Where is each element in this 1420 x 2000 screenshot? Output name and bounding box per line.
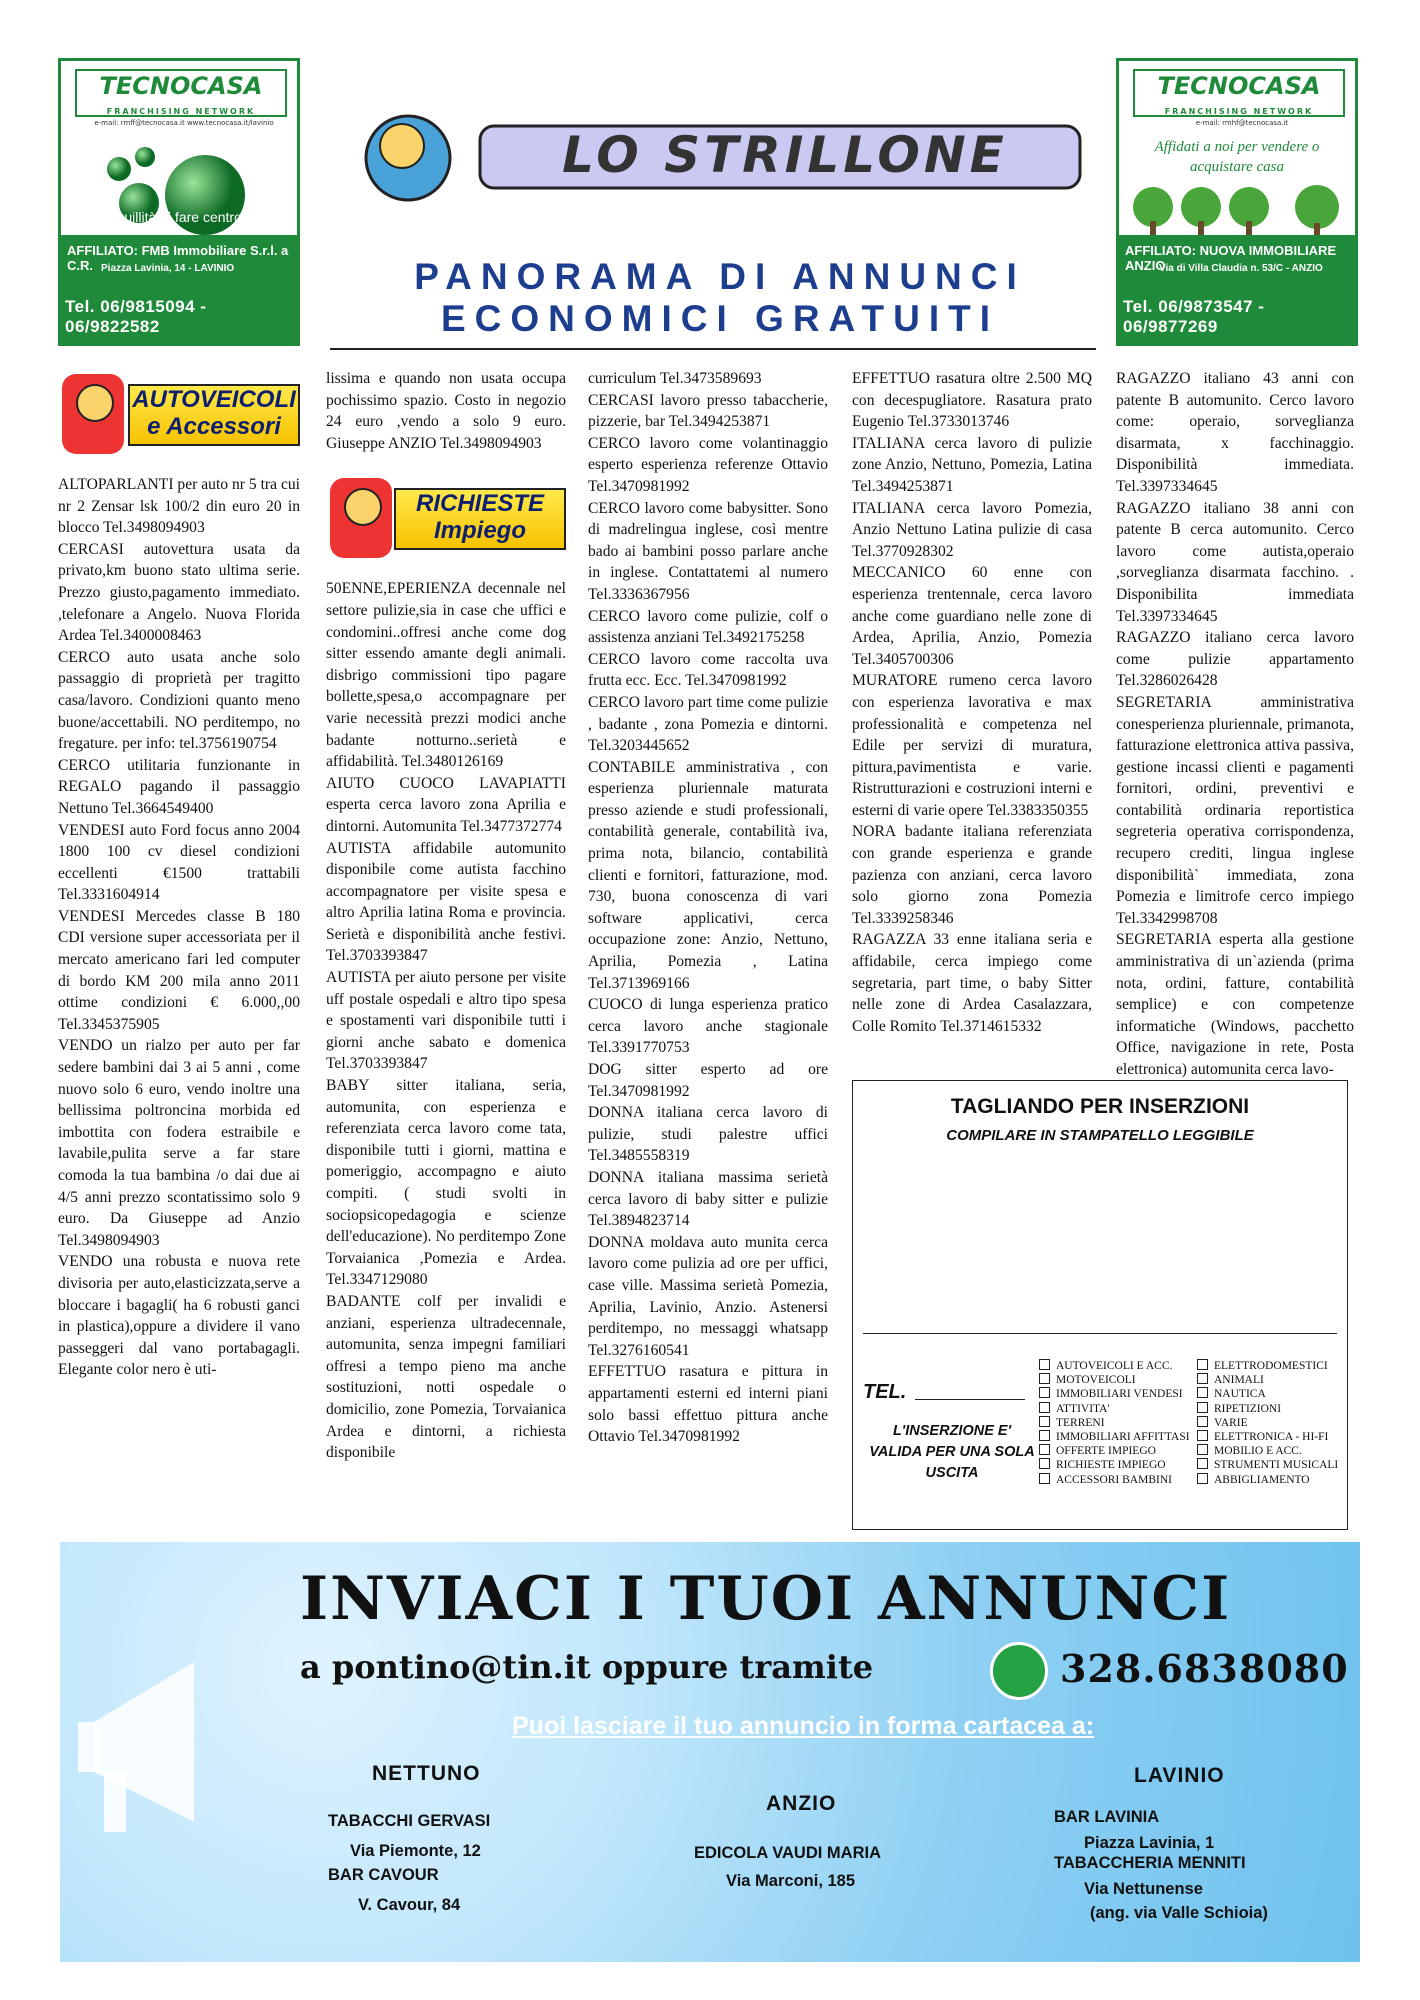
section-header-impiego: [326, 472, 566, 564]
whatsapp-icon: [990, 1642, 1048, 1700]
coupon-form[interactable]: [852, 1080, 1348, 1530]
ad-item: EFFETTUO rasatura e pittura in appartamenti esterni ed interni piani solo bassi effettuo pittura anche Ottavio Tel.3470981992: [588, 1363, 828, 1446]
ad-item: CERCO lavoro come babysitter. Sono di madrelingua inglese, così mentre bado ai bambini posso parlare anche in inglese. Contattatemi al numero Tel.3336367956: [588, 499, 828, 603]
category-checkbox[interactable]: ABBIGLIAMENTO: [1197, 1473, 1338, 1487]
nettuno-address-2: V. Cavour, 84: [358, 1896, 461, 1914]
category-checkbox[interactable]: VARIE: [1197, 1416, 1338, 1430]
ad-item: CERCO auto usata anche solo passaggio di proprietà per tragitto casa/lavoro. Condizioni quanto meno buone/accettabili. NO perditempo, no fregature. per info: tel.3756190754: [58, 648, 300, 753]
ad-item: ITALIANA cerca lavoro Pomezia, Anzio Nettuno Latina pulizie di casa Tel.3770928302: [852, 499, 1092, 560]
banner-subtitle: Puoi lasciare il tuo annuncio in forma cartacea a:: [512, 1712, 1095, 1740]
ad-item: VENDO un rialzo per auto per far sedere bambini dai 3 ai 5 anni , come nuovo solo 6 euro, vendo inoltre una bellissima poltroncina morbida ed imbottita con fodera estraibile e lavabile,pulita serve a far stare comoda la tua bambina /o dai due ai 4/5 anni prezzo scontatissimo solo 9 euro. Da Giuseppe ad Anzio Tel.3498094903: [58, 1037, 300, 1249]
lavinio-address-1: Piazza Lavinia, 1: [1084, 1834, 1215, 1852]
coupon-title: TAGLIANDO PER INSERZIONI: [950, 1095, 1250, 1118]
coupon-divider: [863, 1333, 1337, 1334]
ad-address: Via di Villa Claudia n. 53/C - ANZIO: [1159, 263, 1323, 274]
ad-item: CERCO lavoro come raccolta uva frutta ecc. Ecc. Tel.3470981992: [588, 650, 828, 690]
anzio-shop: EDICOLA VAUDI MARIA: [694, 1844, 881, 1862]
ad-item: MECCANICO 60 enne con esperienza trentennale, cerca lavoro anche come guardiano nelle zone di Ardea, Aprilia, Anzio, Pomezia Tel.3405700306: [852, 564, 1092, 668]
ad-footer: [1119, 235, 1355, 343]
tecnocasa-ad-right[interactable]: [1116, 58, 1358, 346]
ad-item: DONNA italiana cerca lavoro di pulizie, studi palestre uffici Tel.3485558319: [588, 1104, 828, 1165]
megaphone-icon: [74, 1652, 214, 1842]
column-impiego-4: [1116, 368, 1354, 1081]
banner-title: INVIACI I TUOI ANNUNCI: [300, 1564, 1232, 1634]
ad-item: CERCO lavoro part time come pulizie , badante , zona Pomezia e dintorni. Tel.3203445652: [588, 693, 828, 755]
ad-footer: [61, 209, 297, 343]
logo-text: LO STRILLONE: [562, 126, 1008, 184]
ad-item: ALTOPARLANTI per auto nr 5 tra cui nr 2 Zensar lsk 100/2 din euro 20 in blocco Tel.3498094903: [58, 476, 300, 537]
ad-item: RAGAZZA 33 enne italiana seria e affidabile, cerca impiego come segretaria, part time, o baby Sitter nelle zone di Ardea Casalazzara, Colle Romito Tel.3714615332: [852, 931, 1092, 1035]
ad-item: curriculum Tel.3473589693: [588, 370, 762, 387]
category-checkbox[interactable]: IMMOBILIARI AFFITTASI: [1039, 1430, 1190, 1444]
coupon-subtitle: COMPILARE IN STAMPATELLO LEGGIBILE: [946, 1127, 1254, 1144]
coupon-tel-field[interactable]: [915, 1399, 1025, 1400]
ad-item: CERCO utilitaria funzionante in REGALO pagando il passaggio Nettuno Tel.3664549400: [58, 756, 300, 817]
ad-phone: Tel. 06/9815094 - 06/9822582: [65, 297, 207, 336]
ad-item: RAGAZZO italiano 43 anni con patente B automunito. Cerco lavoro come: operaio, sorveglianza disarmata, x facchinaggio. Disponibilità immediata. Tel.3397334645: [1116, 370, 1354, 495]
ad-item: VENDESI auto Ford focus anno 2004 1800 100 cv diesel condizioni eccellenti €1500 trattabili Tel.3331604914: [58, 821, 300, 904]
category-checkbox[interactable]: ELETTRODOMESTICI: [1197, 1359, 1338, 1373]
nettuno-shop-2: BAR CAVOUR: [328, 1866, 439, 1884]
strillone-mascot-icon: [62, 374, 124, 454]
ad-email: e-mail: rmhf@tecnocasa.it: [1195, 119, 1289, 127]
ad-item: CERCO lavoro come pulizie, colf o assistenza anziani Tel.3492175258: [588, 607, 828, 647]
town-anzio: ANZIO: [766, 1792, 837, 1815]
section-badge: RICHIESTE Impiego: [394, 488, 566, 550]
ad-item: BADANTE colf per invalidi e anziani, esperienza ultradecennale, automunita, senza impegni familiari offresi a tempo pieno ma anche sostituzioni, notti ospedale o domicilio, zone Pomezia, Torvaianica Ardea e dintorni, a richiesta disponibile: [326, 1292, 566, 1462]
ad-email: e-mail: rmff@tecnocasa.it www.tecnocasa.it/lavinio: [94, 119, 274, 127]
ad-slogan: La tranquillità di fare centro: [73, 209, 242, 225]
ad-item: ITALIANA cerca lavoro di pulizie zone Anzio, Nettuno, Pomezia, Latina Tel.3494253871: [852, 434, 1092, 495]
tecnocasa-logo: TECNOCASA FRANCHISING NETWORK: [1133, 69, 1345, 117]
ad-item: AUTISTA affidabile automunito disponibile come autista facchino accompagnatore per visite spesa e altro Aprilia latina Roma e provincia. Serietà e disponibilità anche festivi. Tel.3703393847: [326, 839, 566, 965]
ad-item: 50ENNE,EPERIENZA decennale nel settore pulizie,sia in case che uffici e condomini..offresi anche come dog sitter essendo amante degli animali. disbrigo commissioni tipo pagare bollette,spesa,o accompagnare per varie necessità prezzi modici anche badante notturno..serietà e affidabilità. Tel.3480126169: [326, 580, 566, 771]
column-impiego-2: [588, 368, 828, 1448]
ad-item: DOG sitter esperto ad ore Tel.3470981992: [588, 1061, 828, 1100]
ad-item: CERCO lavoro come volantinaggio esperto esperienza referenze Ottavio Tel.3470981992: [588, 434, 828, 495]
column-auto: [58, 368, 300, 1381]
ad-affiliato: AFFILIATO: FMB Immobiliare S.r.l. a C.R.: [67, 243, 289, 273]
anzio-address: Via Marconi, 185: [726, 1872, 856, 1890]
coupon-validity-note: L'INSERZIONE E' VALIDA PER UNA SOLA USCITA: [869, 1423, 1035, 1481]
ad-phone: Tel. 06/9873547 - 06/9877269: [1123, 297, 1265, 336]
banner-phone[interactable]: 328.6838080: [1060, 1646, 1349, 1691]
header-rule: [330, 348, 1096, 350]
nettuno-shop-1: TABACCHI GERVASI: [328, 1812, 491, 1830]
coupon-tel-label: TEL.: [863, 1381, 907, 1403]
trees-image: [1131, 181, 1343, 241]
category-checkbox[interactable]: OFFERTE IMPIEGO: [1039, 1444, 1190, 1458]
category-checkbox[interactable]: MOBILIO E ACC.: [1197, 1444, 1338, 1458]
ad-item: VENDO una robusta e nuova rete divisoria per auto,elasticizzata,serve a bloccare i bagagli( ha 6 robusti ganci in plastica),oppure a dividere il vano passeggeri dal vano portabagagli. Elegante color nero è uti-: [58, 1253, 300, 1379]
category-checkbox[interactable]: STRUMENTI MUSICALI: [1197, 1458, 1338, 1472]
column-impiego-3: [852, 368, 1092, 1037]
category-checkbox[interactable]: NAUTICA: [1197, 1387, 1338, 1401]
category-list-right[interactable]: [1197, 1359, 1338, 1487]
ad-address: Piazza Lavinia, 14 - LAVINIO: [101, 263, 235, 274]
category-checkbox[interactable]: IMMOBILIARI VENDESI: [1039, 1387, 1190, 1401]
ad-item: CERCASI lavoro presso tabaccherie, pizzerie, bar Tel.3494253871: [588, 391, 828, 431]
town-nettuno: NETTUNO: [372, 1762, 481, 1785]
ad-item: DONNA italiana massima serietà cerca lavoro di baby sitter e pulizie Tel.3894823714: [588, 1168, 828, 1230]
ad-item: VENDESI Mercedes classe B 180 CDI versione super accessoriata per il mercato americano fari led computer di bordo KM 200 mila anno 2011 ottime condizioni € 6.000,,00 Tel.3345375905: [58, 907, 300, 1033]
nettuno-address-1: Via Piemonte, 12: [350, 1842, 481, 1860]
section-header-auto: [58, 368, 300, 460]
coupon-text-area[interactable]: [863, 1155, 1337, 1325]
lavinio-address-2: Via Nettunense: [1084, 1880, 1203, 1898]
ad-item: lissima e quando non usata occupa pochissimo spazio. Costo in negozio 24 euro ,vendo a solo 9 euro. Giuseppe ANZIO Tel.3498094903: [326, 370, 566, 452]
ad-item: BABY sitter italiana, seria, automunita, con esperienza e referenziata cerca lavoro come tata, disponibile tutti i giorni, mattina e pomeriggio, accompagno e aiuto compiti. ( studi svolti in sociopsicopedagogia e scienze dell'educazione). No perditempo Zone Torvaianica ,Pomezia e Ardea. Tel.3347129080: [326, 1077, 566, 1289]
ad-item: DONNA moldava auto munita cerca lavoro come pulizia ad ore per uffici, case ville. Massima serietà Pomezia, Aprilia, Lavinio, Anzio. Astenersi perditempo, no messaggi whatsapp Tel.3276160541: [588, 1233, 828, 1359]
category-checkbox[interactable]: RIPETIZIONI: [1197, 1402, 1338, 1416]
category-checkbox[interactable]: AUTOVEICOLI E ACC.: [1039, 1359, 1190, 1373]
strillone-logo: [330, 96, 1096, 216]
category-checkbox[interactable]: TERRENI: [1039, 1416, 1190, 1430]
ad-item: CERCASI autovettura usata da privato,km buono stato ultima serie. Prezzo giusto,pagamento immediato. ,telefonare a Angelo. Nuova Florida Ardea Tel.3400008463: [58, 540, 300, 645]
header-line2: ECONOMICI GRATUITI: [440, 298, 999, 339]
town-lavinio: LAVINIO: [1134, 1764, 1225, 1787]
category-checkbox[interactable]: ATTIVITA': [1039, 1402, 1190, 1416]
category-checkbox[interactable]: ACCESSORI BAMBINI: [1039, 1473, 1190, 1487]
ad-item: RAGAZZO italiano cerca lavoro come pulizie appartamento Tel.3286026428: [1116, 629, 1354, 690]
ad-item: SEGRETARIA esperta alla gestione amministrativa di un`azienda (prima nota, ordini, fatture, contabilità semplice) e con competenze informatiche (Windows, pacchetto Office, navigazione in rete, Posta elettronica) automunita cerca lavo-: [1116, 931, 1354, 1078]
banner-email[interactable]: a pontino@tin.it oppure tramite: [300, 1648, 874, 1686]
ad-slogan: Affidati a noi per vendere o acquistare casa: [1154, 139, 1320, 175]
strillone-mascot-icon: [330, 478, 392, 558]
ad-item: CONTABILE amministrativa , con esperienza pluriennale maturata presso aziende e studi professionali, contabilità generale, contabilità iva, prima nota, bilancio, contabilità clienti e fornitori, fatturazione, mod. 730, buona conoscenza di vari software applicativi, cerca occupazione zone: Anzio, Nettuno, Aprilia, Pomezia , Latina Tel.3713969166: [588, 758, 828, 992]
tecnocasa-ad-left[interactable]: [58, 58, 300, 346]
tecnocasa-logo: TECNOCASA FRANCHISING NETWORK: [75, 69, 287, 117]
category-checkbox[interactable]: ELETTRONICA - HI-FI: [1197, 1430, 1338, 1444]
lavinio-shop-2: TABACCHERIA MENNITI: [1054, 1854, 1246, 1872]
ad-item: EFFETTUO rasatura oltre 2.500 MQ con decespugliatore. Rasatura prato Eugenio Tel.3733013746: [852, 370, 1092, 431]
ad-affiliato: AFFILIATO: NUOVA IMMOBILIARE ANZIO: [1125, 243, 1337, 273]
send-ads-banner: [60, 1542, 1360, 1962]
ad-item: AIUTO CUOCO LAVAPIATTI esperta cerca lavoro zona Aprilia e dintorni. Automunita Tel.3477372774: [326, 774, 566, 835]
category-checkbox[interactable]: RICHIESTE IMPIEGO: [1039, 1458, 1190, 1472]
ad-item: CUOCO di lunga esperienza pratico cerca lavoro anche stagionale Tel.3391770753: [588, 996, 828, 1057]
column-impiego-1: [326, 368, 566, 1464]
category-list-left[interactable]: [1039, 1359, 1190, 1487]
ad-item: NORA badante italiana referenziata con grande esperienza e grande pazienza con anziani, cerca lavoro solo giorno zona Pomezia Tel.3339258346: [852, 823, 1092, 927]
lavinio-shop-1: BAR LAVINIA: [1054, 1808, 1160, 1826]
section-badge: AUTOVEICOLI e Accessori: [128, 384, 300, 446]
header-line1: PANORAMA DI ANNUNCI: [414, 256, 1026, 297]
lavinio-address-3: (ang. via Valle Schioia): [1090, 1904, 1268, 1922]
ad-item: MURATORE rumeno cerca lavoro con esperienza lavorativa e max professionalità e competenza nel Edile per servizi di muratura, pittura,pavimentista e varie. Ristrutturazioni e costruzioni interni e esterni di varie opere Tel.3383350355: [852, 672, 1092, 819]
ad-item: SEGRETARIA amministrativa conesperienza pluriennale, primanota, fatturazione elettronica attiva passiva, gestione incassi clienti e pagamenti fornitori, ordini, preventivi e contabilità ordinaria reportistica segreteria operativa corrispondenza, recupero crediti, lingua inglese disponibilità` immediata, zona Pomezia e limitrofe cerco impiego Tel.3342998708: [1116, 693, 1354, 927]
category-checkbox[interactable]: ANIMALI: [1197, 1373, 1338, 1387]
ad-item: RAGAZZO italiano 38 anni con patente B cerca automunito. Cerco lavoro come autista,operaio ,sorveglianza disarmata facchino. . Disponibilita immediata Tel.3397334645: [1116, 499, 1354, 625]
category-checkbox[interactable]: MOTOVEICOLI: [1039, 1373, 1190, 1387]
ad-item: AUTISTA per aiuto persone per visite uff postale ospedali e altro tipo spesa e spostamenti vari disponibile tutti i giorni anche sabato e domenica Tel.3703393847: [326, 969, 566, 1073]
